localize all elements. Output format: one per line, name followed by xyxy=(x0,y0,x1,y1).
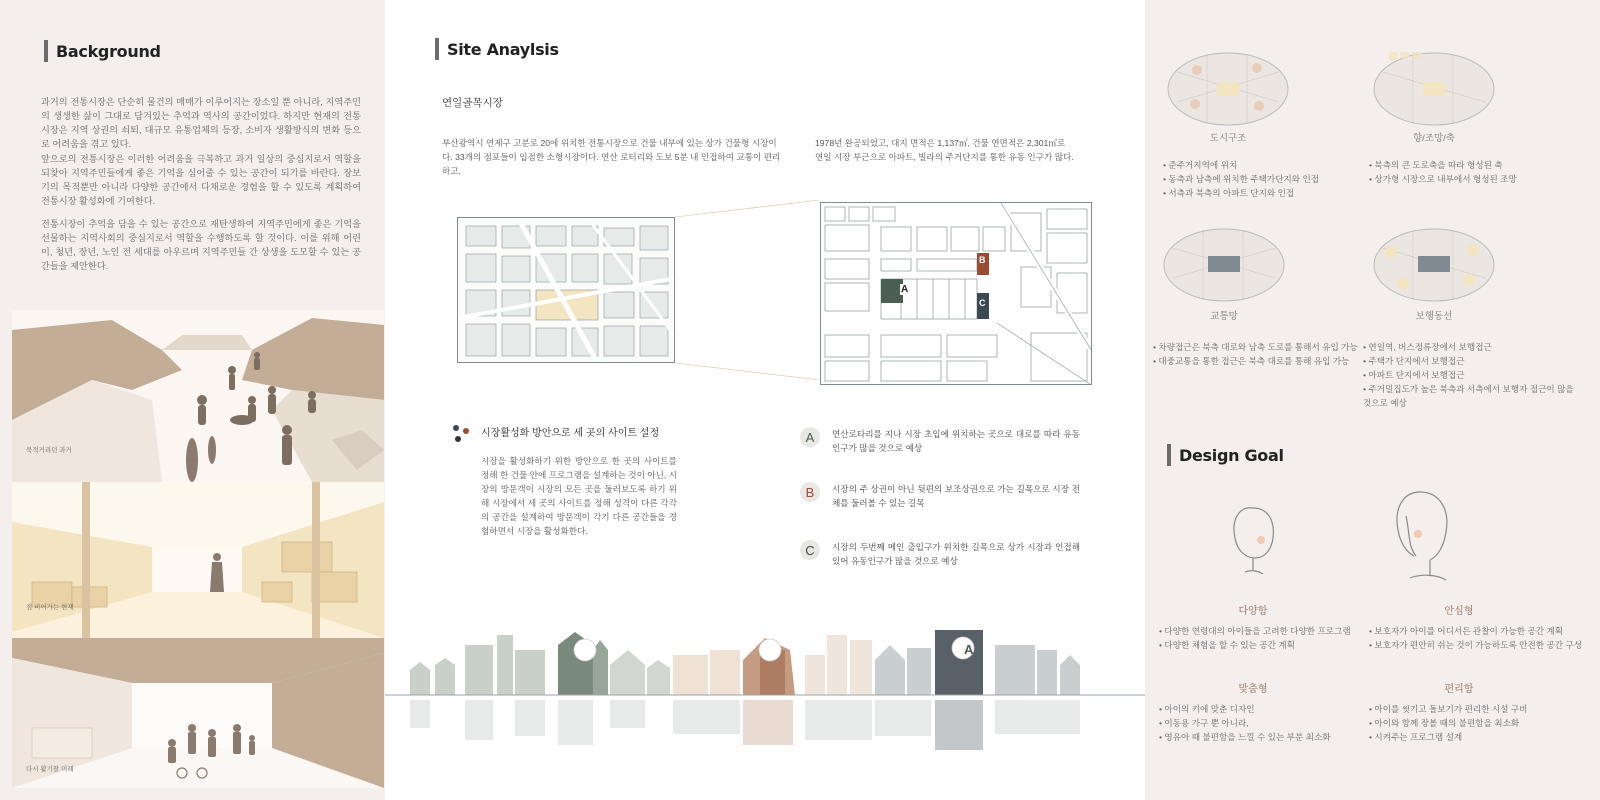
caption-future: 다시 활기찰 미래 xyxy=(26,766,74,773)
urban-structure-map xyxy=(1167,52,1289,126)
caption-present: 점 비어가는 현재 xyxy=(26,604,74,611)
pedestrian-map xyxy=(1373,228,1495,302)
list-item: • 다양한 체험을 할 수 있는 공간 계획 xyxy=(1159,638,1384,652)
background-panel xyxy=(0,0,385,800)
urban-structure-list xyxy=(1163,158,1363,200)
goal-safety-label: 안심형 xyxy=(1444,606,1474,617)
site-b-description: 시장의 주 상권이 아닌 뒷편의 보조상권으로 가는 길목으로 시장 전체를 둘러볼 수 있는 길목 xyxy=(832,484,1080,508)
list-item: • 동측과 남측에 위치한 주택가단지와 인접 xyxy=(1163,172,1363,186)
heading-bar xyxy=(1167,444,1171,466)
list-item: • 보호자가 아이를 어디서든 관찰이 가능한 공간 계획 xyxy=(1369,624,1599,638)
heading-bar xyxy=(435,38,439,60)
goal-custom-label: 맞춤형 xyxy=(1238,684,1268,695)
goal-convenience-list xyxy=(1369,702,1599,744)
site-a-item xyxy=(800,427,1080,455)
pedestrian-label: 보행동선 xyxy=(1415,311,1453,322)
urban-structure-label: 도시구조 xyxy=(1209,133,1247,144)
goal-custom-list xyxy=(1159,702,1384,744)
goal-safety-list xyxy=(1369,624,1599,652)
market-past-illustration xyxy=(12,310,384,482)
market-name: 연일골목시장 xyxy=(442,97,503,109)
list-item: • 아이를 씻기고 돌보기가 편리한 시설 구비 xyxy=(1369,702,1599,716)
list-item: • 영유아 때 불편함을 느낄 수 있는 부분 최소화 xyxy=(1159,730,1384,744)
orientation-map xyxy=(1373,52,1495,126)
list-item: • 준주거지역에 위치 xyxy=(1163,158,1363,172)
background-paragraph-3: 전통시장이 추억을 담을 수 있는 공간으로 재탄생하여 지역주민에게 좋은 기억을 선물하는 지역사회의 중심지로서 역할을 수행하도록 할 것이다. 이를 위해 어린이, 청년, 장년, 노인 전 세대를 아우르며 지역주민들 간 상생을 도모할 수 있는 공간들을 제안한다. xyxy=(41,219,361,271)
background-title: Background xyxy=(56,41,161,61)
list-item: • 대중교통을 통한 접근은 북측 대로를 통해 유입 가능 xyxy=(1153,354,1368,368)
parent-face-icon xyxy=(1380,486,1460,584)
site-c-item xyxy=(800,540,1080,568)
site-c-marker: C xyxy=(979,298,986,308)
orientation-list xyxy=(1369,158,1579,186)
site-analysis-heading xyxy=(435,38,559,60)
pedestrian-list xyxy=(1363,340,1578,410)
list-item: • 다양한 연령대의 아이들을 고려한 다양한 프로그램 xyxy=(1159,624,1384,638)
skyline-illustration xyxy=(385,620,1145,800)
list-item: • 주택가 단지에서 보행접근 xyxy=(1363,354,1578,368)
pedestrian-diagram xyxy=(1373,228,1495,302)
strategy-title: 시장활성화 방안으로 세 곳의 사이트 설정 xyxy=(481,428,660,439)
caption-past: 북적거리던 과거 xyxy=(26,447,72,454)
site-map-graphic xyxy=(821,203,1092,385)
site-b-marker: B xyxy=(979,255,986,265)
site-map xyxy=(820,202,1092,385)
list-item: • 보호자가 편안히 쉬는 것이 가능하도록 안전한 공간 구성 xyxy=(1369,638,1599,652)
list-item: • 시켜주는 프로그램 설계 xyxy=(1369,730,1599,744)
site-a-description: 연산로타리를 지나 시장 초입에 위치하는 곳으로 대로를 따라 유동인구가 많을 것으로 예상 xyxy=(832,429,1080,453)
heading-bar xyxy=(44,40,48,62)
list-item: • 주거밀집도가 높은 북측과 서측에서 보행자 접근이 많을 것으로 예상 xyxy=(1363,382,1578,410)
orientation-label: 향/조망/축 xyxy=(1413,133,1455,144)
list-item: • 아파트 단지에서 보행접근 xyxy=(1363,368,1578,382)
design-goal-title: Design Goal xyxy=(1179,445,1284,465)
list-item: • 북측의 큰 도로축을 따라 형성된 축 xyxy=(1369,158,1579,172)
skyline-marker-a: A xyxy=(964,642,974,657)
design-goal-heading xyxy=(1167,444,1284,466)
urban-structure-diagram xyxy=(1167,52,1289,126)
site-c-badge: C xyxy=(800,540,820,560)
sketch-future xyxy=(12,638,384,788)
site-intro-right: 1978년 완공되었고, 대지 면적은 1,137㎡, 건물 연면적은 2,301㎡로 연일 시장 부근으로 아파트, 빌라의 주거단지를 통한 유동 인구가 많다. xyxy=(815,138,1074,162)
analysis-goal-panel xyxy=(1145,0,1600,800)
goal-diversity-list xyxy=(1159,624,1384,652)
orientation-diagram xyxy=(1373,52,1495,126)
list-item: • 아이의 키에 맞춘 디자인 xyxy=(1159,702,1384,716)
location-map-graphic xyxy=(458,218,675,363)
transport-label: 교통망 xyxy=(1210,311,1238,322)
background-heading xyxy=(44,40,161,62)
goal-convenience-label: 편리함 xyxy=(1444,684,1474,695)
background-paragraph-1: 과거의 전통시장은 단순히 물건의 매매가 이루어지는 장소일 뿐 아니라, 지역주민의 생생한 삶이 그대로 담겨있는 추억과 역사의 공간이었다. 하지만 현재의 전통시장은 지역 상권의 쇠퇴, 대규모 유통업체의 등장, 소비자 생활방식의 변화 등으로 어려움을 겪고 있다. xyxy=(41,97,361,149)
list-item: • 서측과 북측의 아파트 단지와 인접 xyxy=(1163,186,1363,200)
sketch-past xyxy=(12,310,384,482)
location-map xyxy=(457,217,675,363)
site-b-badge: B xyxy=(800,482,820,502)
site-analysis-panel xyxy=(385,0,1145,800)
list-item: • 상가형 시장으로 내부에서 형성된 조망 xyxy=(1369,172,1579,186)
site-analysis-title: Site Anaylsis xyxy=(447,39,559,59)
child-face-icon xyxy=(1223,500,1283,580)
list-item: • 아이와 함께 장볼 때의 불편함을 최소화 xyxy=(1369,716,1599,730)
list-item: • 연일역, 버스정류장에서 보행접근 xyxy=(1363,340,1578,354)
site-b-item xyxy=(800,482,1080,510)
three-dots-icon xyxy=(450,423,472,445)
zoom-connector-lines xyxy=(675,200,820,380)
site-a-badge: A xyxy=(800,427,820,447)
transport-list xyxy=(1153,340,1368,368)
strategy-text: 시장을 활성화하기 위한 방안으로 한 곳의 사이트를 정해 한 건물 안에 프로그램을 설계하는 것이 아닌, 시장의 방문객이 시장의 모든 곳을 둘러보도록 하기 위해 시장에서 세 곳의 사이트를 정해 성격이 다른 각각의 공간을 설계하여 방문객이 각기 다른 공간들을 경험하면서 시장을 활성화한다. xyxy=(481,456,677,536)
site-c-description: 시장의 두번째 메인 출입구가 위치한 길목으로 상가 시장과 인접해 있어 유동인구가 많을 것으로 예상 xyxy=(832,542,1080,566)
list-item: • 이동용 가구 뿐 아니라, xyxy=(1159,716,1384,730)
site-a-marker: A xyxy=(901,284,909,295)
sketch-present xyxy=(12,482,384,638)
site-intro-left: 부산광역시 연제구 고분로 20에 위치한 전통시장으로 건물 내부에 있는 상가 건물형 시장이다. 33개의 점포들이 입점한 소형시장이다. 연산 로터리와 도보 5분 내 인접하여 교통이 편리하고, xyxy=(442,138,781,176)
list-item: • 차량접근은 북측 대로와 남측 도로를 통해서 유입 가능 xyxy=(1153,340,1368,354)
market-present-illustration xyxy=(12,482,384,638)
goal-diversity-label: 다양함 xyxy=(1238,606,1268,617)
background-paragraph-2: 앞으로의 전통시장은 이러한 어려움을 극복하고 과거 일상의 중심지로서 역할을 되찾아 지역주민들에게 좋은 기억을 심어줄 수 있는 공간이 되기를 바란다. 장보기의 목적뿐만 아니라 다양한 공간에서 다채로운 경험을 할 수 있도록 계획하여 전통시장 활성화에 기여한다. xyxy=(41,154,361,206)
transport-map xyxy=(1163,228,1285,302)
transport-diagram xyxy=(1163,228,1285,302)
